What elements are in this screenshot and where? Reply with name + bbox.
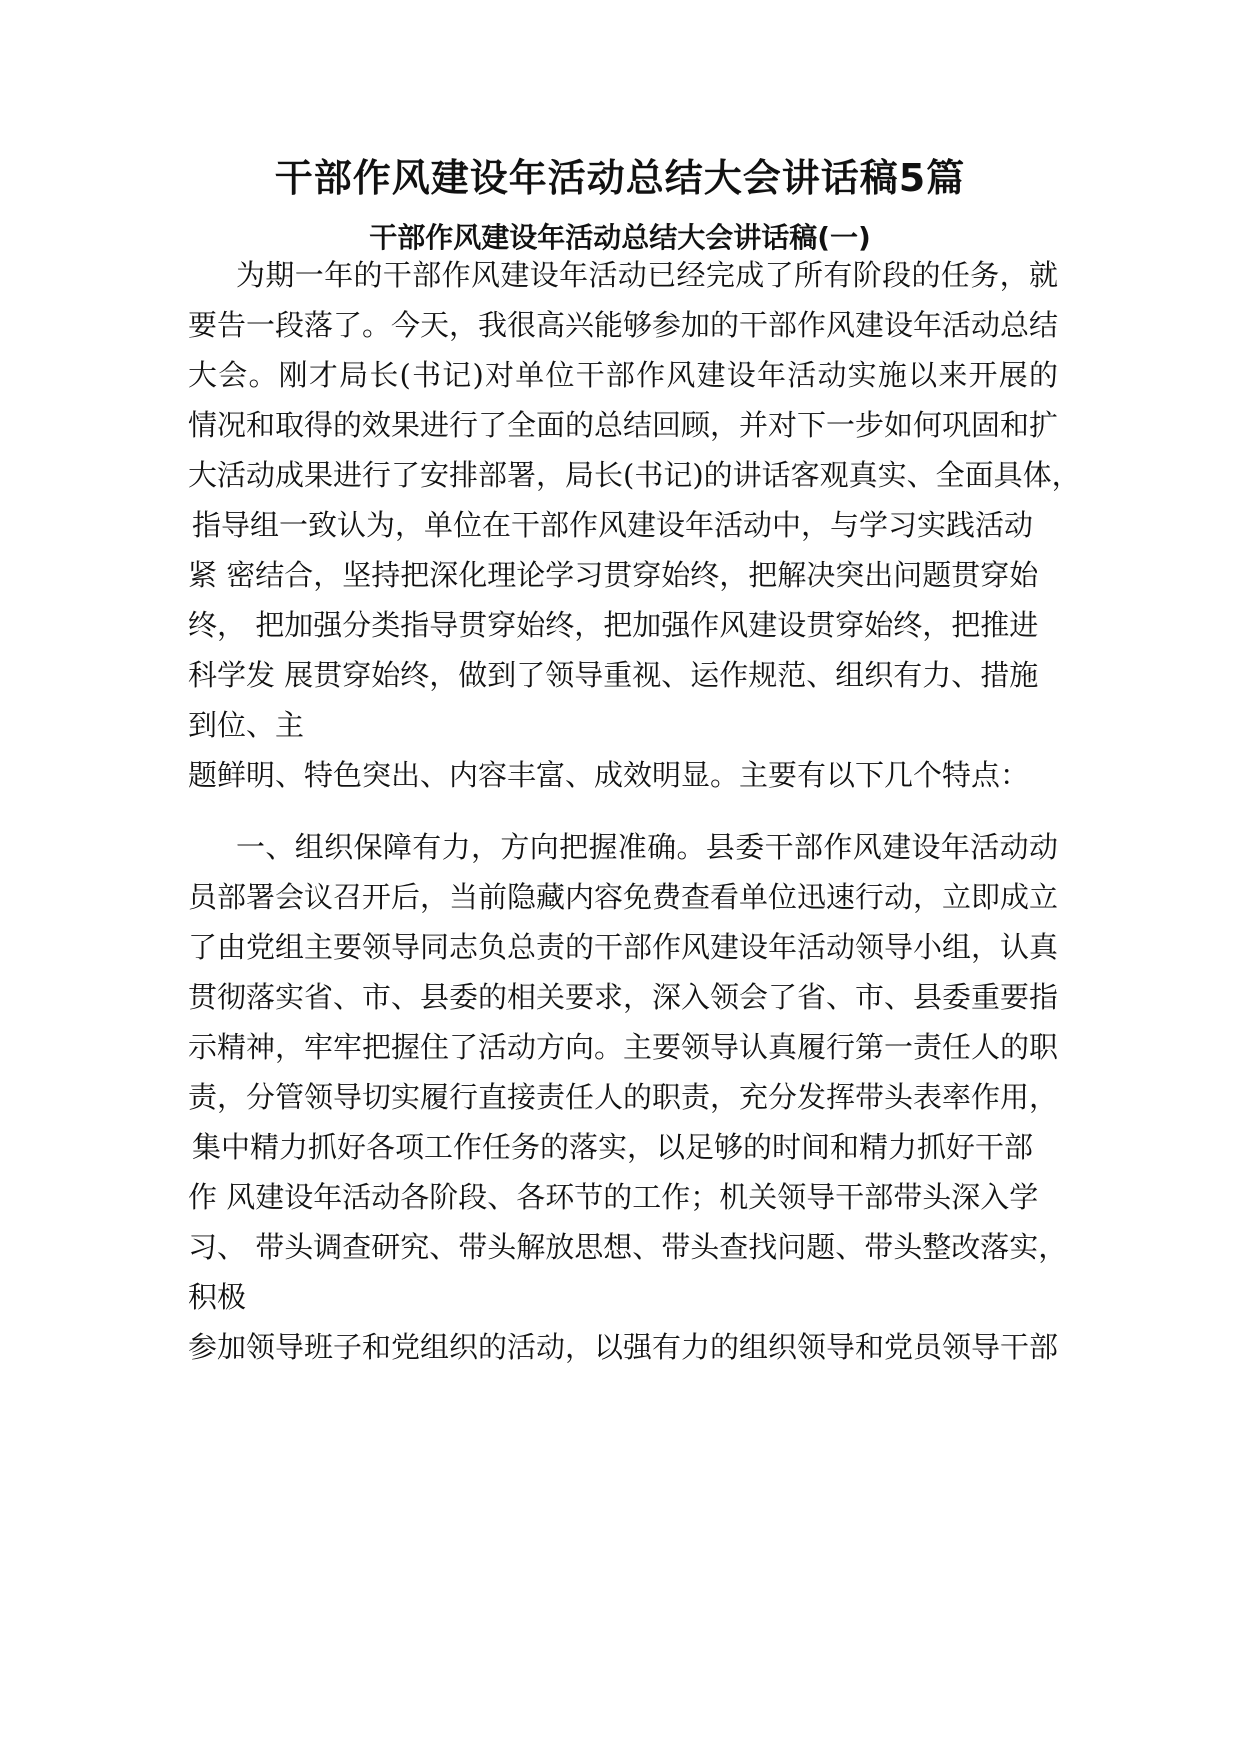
paragraph-2-line-10: 积极 xyxy=(188,1280,247,1314)
paragraph-1-line-10: 到位、主 xyxy=(188,708,305,742)
paragraph-2-line-2: 员部署会议召开后，当前隐藏内容免费查看单位迅速行动，立即成立 xyxy=(188,880,1059,914)
document-subtitle: 干部作风建设年活动总结大会讲话稿(一) xyxy=(369,221,871,254)
paragraph-1-line-7: 紧 密结合，坚持把深化理论学习贯穿始终，把解决突出问题贯穿始 xyxy=(188,558,1039,592)
paragraph-2-line-9: 习、 带头调查研究、带头解放思想、带头查找问题、带头整改落实， xyxy=(188,1230,1068,1264)
document-title: 干部作风建设年活动总结大会讲话稿5篇 xyxy=(274,156,966,200)
paragraph-1-line-2: 要告一段落了。今天，我很高兴能够参加的干部作风建设年活动总结 xyxy=(188,308,1059,342)
paragraph-2-line-5: 示精神，牢牢把握住了活动方向。主要领导认真履行第一责任人的职 xyxy=(188,1030,1059,1064)
paragraph-1-line-6: 指导组一致认为，单位在干部作风建设年活动中，与学习实践活动 xyxy=(192,508,1034,542)
paragraph-2-line-4: 贯彻落实省、市、县委的相关要求，深入领会了省、市、县委重要指 xyxy=(188,980,1059,1014)
paragraph-1-line-5: 大活动成果进行了安排部署，局长(书记)的讲话客观真实、全面具体， xyxy=(188,458,1081,492)
paragraph-2-line-8: 作 风建设年活动各阶段、各环节的工作；机关领导干部带头深入学 xyxy=(188,1180,1039,1214)
paragraph-1-line-9: 科学发 展贯穿始终，做到了领导重视、运作规范、组织有力、措施 xyxy=(188,658,1039,692)
paragraph-1-line-11: 题鲜明、特色突出、内容丰富、成效明显。主要有以下几个特点： xyxy=(188,758,1030,792)
paragraph-2-line-3: 了由党组主要领导同志负总责的干部作风建设年活动领导小组，认真 xyxy=(188,930,1059,964)
paragraph-1-line-8: 终， 把加强分类指导贯穿始终，把加强作风建设贯穿始终，把推进 xyxy=(188,608,1039,642)
paragraph-1-line-3: 大会。刚才局长(书记)对单位干部作风建设年活动实施以来开展的 xyxy=(188,358,1058,392)
paragraph-2-line-7: 集中精力抓好各项工作任务的落实，以足够的时间和精力抓好干部 xyxy=(192,1130,1034,1164)
paragraph-2-line-1: 一、组织保障有力，方向把握准确。县委干部作风建设年活动动 xyxy=(236,830,1058,864)
paragraph-2-line-6: 责，分管领导切实履行直接责任人的职责，充分发挥带头表率作用， xyxy=(188,1080,1059,1114)
paragraph-2-line-11: 参加领导班子和党组织的活动，以强有力的组织领导和党员领导干部 xyxy=(188,1330,1059,1364)
paragraph-1-line-1: 为期一年的干部作风建设年活动已经完成了所有阶段的任务，就 xyxy=(236,258,1058,292)
paragraph-1-line-4: 情况和取得的效果进行了全面的总结回顾，并对下一步如何巩固和扩 xyxy=(188,408,1059,442)
